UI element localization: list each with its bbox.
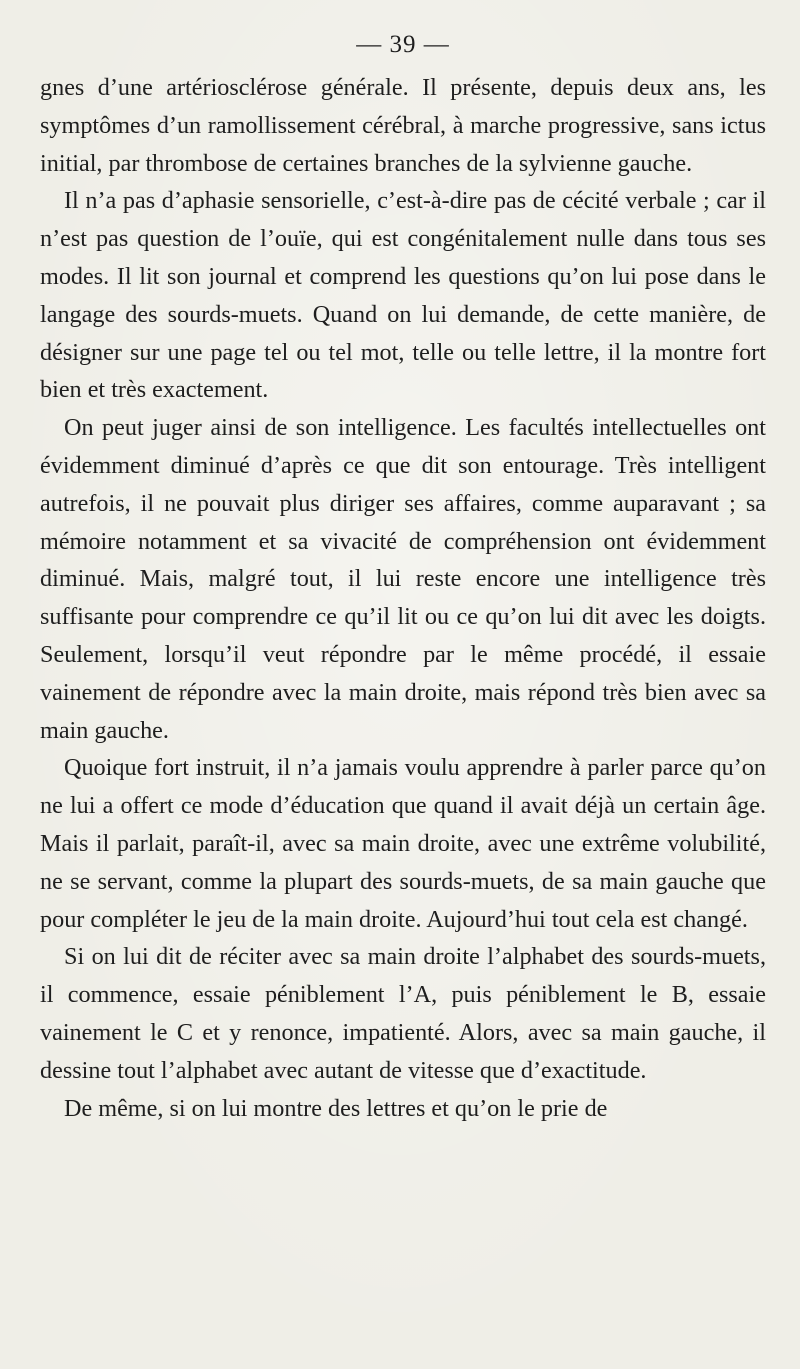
paragraph-continued: gnes d’une artériosclérose générale. Il présente, depuis deux ans, les symptômes d’un ramollissement cérébral, à marche progressive, sans ictus initial, par thrombose de certaines branches de la sylvienne gauche. xyxy=(40,74,766,177)
paragraph-instruction: Quoique fort instruit, il n’a jamais voulu apprendre à parler parce qu’on ne lui a offert ce mode d’éducation que quand il avait déjà un certain âge. Mais il parlait, paraît-il, avec sa main droite, avec une extrême volubilité, ne se servant, comme la plupart des sourds-muets, de sa main gauche que pour compléter le jeu de la main droite. Aujourd’hui tout cela est changé. xyxy=(40,754,766,933)
paragraph-lettres: De même, si on lui montre des lettres et qu’on le prie de xyxy=(64,1094,608,1122)
paragraph-aphasie: Il n’a pas d’aphasie sensorielle, c’est-à-dire pas de cécité verbale ; car il n’est pas question de l’ouïe, qui est congénitalement nulle dans tous ses modes. Il lit son journal et comprend les questions qu’on lui pose dans le langage des sourds-muets. Quand on lui demande, de cette manière, de désigner sur une page tel ou tel mot, telle ou telle lettre, il la montre fort bien et très exactement. xyxy=(40,187,766,404)
paragraph-alphabet: Si on lui dit de réciter avec sa main droite l’alphabet des sourds-muets, il commence, essaie péniblement l’A, puis péniblement le B, essaie vainement le C et y renonce, impatienté. Alors, avec sa main gauche, il dessine tout l’alphabet avec autant de vitesse que d’exactitude. xyxy=(40,943,766,1084)
page-number: — 39 — xyxy=(356,31,450,58)
body-text xyxy=(40,69,766,1127)
paragraph-intelligence: On peut juger ainsi de son intelligence. Les facultés intellectuelles ont évidemment diminué d’après ce que dit son entourage. Très intelligent autrefois, il ne pouvait plus diriger ses affaires, comme auparavant ; sa mémoire notamment et sa vivacité de compréhension ont évidemment diminué. Mais, malgré tout, il lui reste encore une intelligence très suffisante pour comprendre ce qu’il lit ou ce qu’on lui dit avec les doigts. Seulement, lorsqu’il veut répondre par le même procédé, il essaie vainement de répondre avec la main droite, mais répond très bien avec sa main gauche. xyxy=(40,414,766,744)
